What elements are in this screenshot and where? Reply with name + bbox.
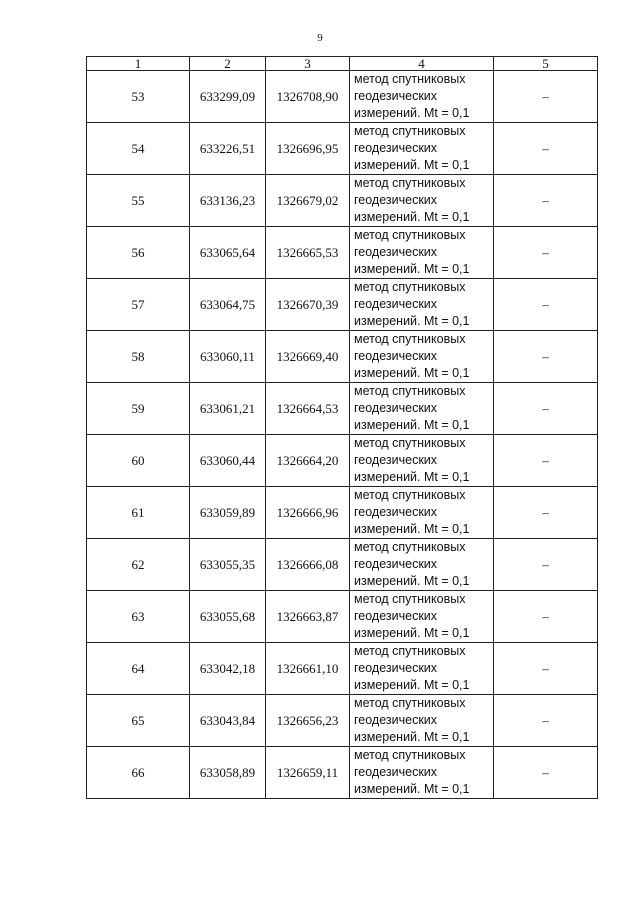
method-line: метод спутниковых [354, 384, 466, 398]
point-number-cell: 56 [87, 227, 190, 279]
method-line: геодезических [354, 245, 438, 259]
y-coordinate-cell: 1326669,40 [266, 331, 350, 383]
table-header-row [87, 57, 598, 71]
method-line: метод спутниковых [354, 332, 466, 346]
y-coordinate-cell: 1326665,53 [266, 227, 350, 279]
header-col-2: 2 [190, 57, 266, 71]
header-col-5: 5 [494, 57, 598, 71]
method-line: геодезических [354, 505, 438, 519]
x-coordinate-cell: 633064,75 [190, 279, 266, 331]
method-cell [350, 383, 494, 435]
method-line: метод спутниковых [354, 644, 466, 658]
method-cell [350, 487, 494, 539]
y-coordinate-cell: 1326659,11 [266, 747, 350, 799]
x-coordinate-cell: 633136,23 [190, 175, 266, 227]
table-row [87, 487, 598, 539]
method-cell [350, 591, 494, 643]
y-coordinate-cell: 1326664,20 [266, 435, 350, 487]
point-number-cell: 64 [87, 643, 190, 695]
note-cell: – [494, 279, 598, 331]
method-line: измерений. Mt = 0,1 [354, 106, 470, 120]
method-line: геодезических [354, 193, 438, 207]
method-line: измерений. Mt = 0,1 [354, 210, 470, 224]
method-cell [350, 643, 494, 695]
table-row [87, 747, 598, 799]
point-number-cell: 55 [87, 175, 190, 227]
method-line: метод спутниковых [354, 176, 466, 190]
table-body [87, 71, 598, 799]
method-line: измерений. Mt = 0,1 [354, 262, 470, 276]
table-row [87, 695, 598, 747]
point-number-cell: 59 [87, 383, 190, 435]
method-line: измерений. Mt = 0,1 [354, 730, 470, 744]
y-coordinate-cell: 1326666,96 [266, 487, 350, 539]
page-number: 9 [317, 32, 323, 44]
note-cell: – [494, 331, 598, 383]
method-cell [350, 331, 494, 383]
method-line: геодезических [354, 557, 438, 571]
note-cell: – [494, 539, 598, 591]
header-col-1: 1 [87, 57, 190, 71]
method-cell [350, 539, 494, 591]
table-row [87, 591, 598, 643]
x-coordinate-cell: 633299,09 [190, 71, 266, 123]
method-line: геодезических [354, 349, 438, 363]
method-line: измерений. Mt = 0,1 [354, 626, 470, 640]
method-line: измерений. Mt = 0,1 [354, 522, 470, 536]
y-coordinate-cell: 1326696,95 [266, 123, 350, 175]
table-row [87, 227, 598, 279]
y-coordinate-cell: 1326656,23 [266, 695, 350, 747]
point-number-cell: 63 [87, 591, 190, 643]
y-coordinate-cell: 1326664,53 [266, 383, 350, 435]
method-line: геодезических [354, 401, 438, 415]
x-coordinate-cell: 633058,89 [190, 747, 266, 799]
method-line: метод спутниковых [354, 748, 466, 762]
point-number-cell: 66 [87, 747, 190, 799]
method-line: геодезических [354, 713, 438, 727]
point-number-cell: 65 [87, 695, 190, 747]
x-coordinate-cell: 633055,68 [190, 591, 266, 643]
coordinates-table [86, 56, 598, 799]
point-number-cell: 53 [87, 71, 190, 123]
method-cell [350, 279, 494, 331]
method-cell [350, 175, 494, 227]
y-coordinate-cell: 1326666,08 [266, 539, 350, 591]
note-cell: – [494, 591, 598, 643]
method-line: метод спутниковых [354, 592, 466, 606]
x-coordinate-cell: 633061,21 [190, 383, 266, 435]
y-coordinate-cell: 1326661,10 [266, 643, 350, 695]
method-line: геодезических [354, 609, 438, 623]
method-line: измерений. Mt = 0,1 [354, 574, 470, 588]
table-row [87, 123, 598, 175]
method-line: измерений. Mt = 0,1 [354, 470, 470, 484]
method-line: метод спутниковых [354, 436, 466, 450]
header-col-4: 4 [350, 57, 494, 71]
method-line: измерений. Mt = 0,1 [354, 314, 470, 328]
method-cell [350, 227, 494, 279]
table-row [87, 71, 598, 123]
method-cell [350, 123, 494, 175]
note-cell: – [494, 695, 598, 747]
note-cell: – [494, 383, 598, 435]
method-line: измерений. Mt = 0,1 [354, 158, 470, 172]
table-row [87, 643, 598, 695]
method-line: метод спутниковых [354, 124, 466, 138]
table-row [87, 279, 598, 331]
table-row [87, 175, 598, 227]
y-coordinate-cell: 1326708,90 [266, 71, 350, 123]
method-line: метод спутниковых [354, 540, 466, 554]
x-coordinate-cell: 633065,64 [190, 227, 266, 279]
x-coordinate-cell: 633042,18 [190, 643, 266, 695]
y-coordinate-cell: 1326663,87 [266, 591, 350, 643]
x-coordinate-cell: 633055,35 [190, 539, 266, 591]
note-cell: – [494, 747, 598, 799]
method-cell [350, 747, 494, 799]
x-coordinate-cell: 633060,11 [190, 331, 266, 383]
method-cell [350, 695, 494, 747]
method-line: метод спутниковых [354, 280, 466, 294]
y-coordinate-cell: 1326679,02 [266, 175, 350, 227]
method-line: геодезических [354, 141, 438, 155]
point-number-cell: 61 [87, 487, 190, 539]
note-cell: – [494, 487, 598, 539]
note-cell: – [494, 175, 598, 227]
x-coordinate-cell: 633226,51 [190, 123, 266, 175]
method-line: измерений. Mt = 0,1 [354, 678, 470, 692]
method-line: измерений. Mt = 0,1 [354, 418, 470, 432]
x-coordinate-cell: 633059,89 [190, 487, 266, 539]
note-cell: – [494, 123, 598, 175]
x-coordinate-cell: 633043,84 [190, 695, 266, 747]
method-line: геодезических [354, 661, 438, 675]
method-line: геодезических [354, 297, 438, 311]
method-line: метод спутниковых [354, 488, 466, 502]
x-coordinate-cell: 633060,44 [190, 435, 266, 487]
point-number-cell: 58 [87, 331, 190, 383]
note-cell: – [494, 643, 598, 695]
note-cell: – [494, 227, 598, 279]
method-line: геодезических [354, 765, 438, 779]
method-line: метод спутниковых [354, 228, 466, 242]
note-cell: – [494, 71, 598, 123]
table-row [87, 435, 598, 487]
method-line: измерений. Mt = 0,1 [354, 782, 470, 796]
note-cell: – [494, 435, 598, 487]
y-coordinate-cell: 1326670,39 [266, 279, 350, 331]
point-number-cell: 57 [87, 279, 190, 331]
method-cell [350, 71, 494, 123]
table-row [87, 331, 598, 383]
method-line: геодезических [354, 453, 438, 467]
method-line: геодезических [354, 89, 438, 103]
table-row [87, 539, 598, 591]
table-row [87, 383, 598, 435]
point-number-cell: 60 [87, 435, 190, 487]
point-number-cell: 54 [87, 123, 190, 175]
method-line: метод спутниковых [354, 696, 466, 710]
method-cell [350, 435, 494, 487]
header-col-3: 3 [266, 57, 350, 71]
method-line: измерений. Mt = 0,1 [354, 366, 470, 380]
point-number-cell: 62 [87, 539, 190, 591]
method-line: метод спутниковых [354, 72, 466, 86]
